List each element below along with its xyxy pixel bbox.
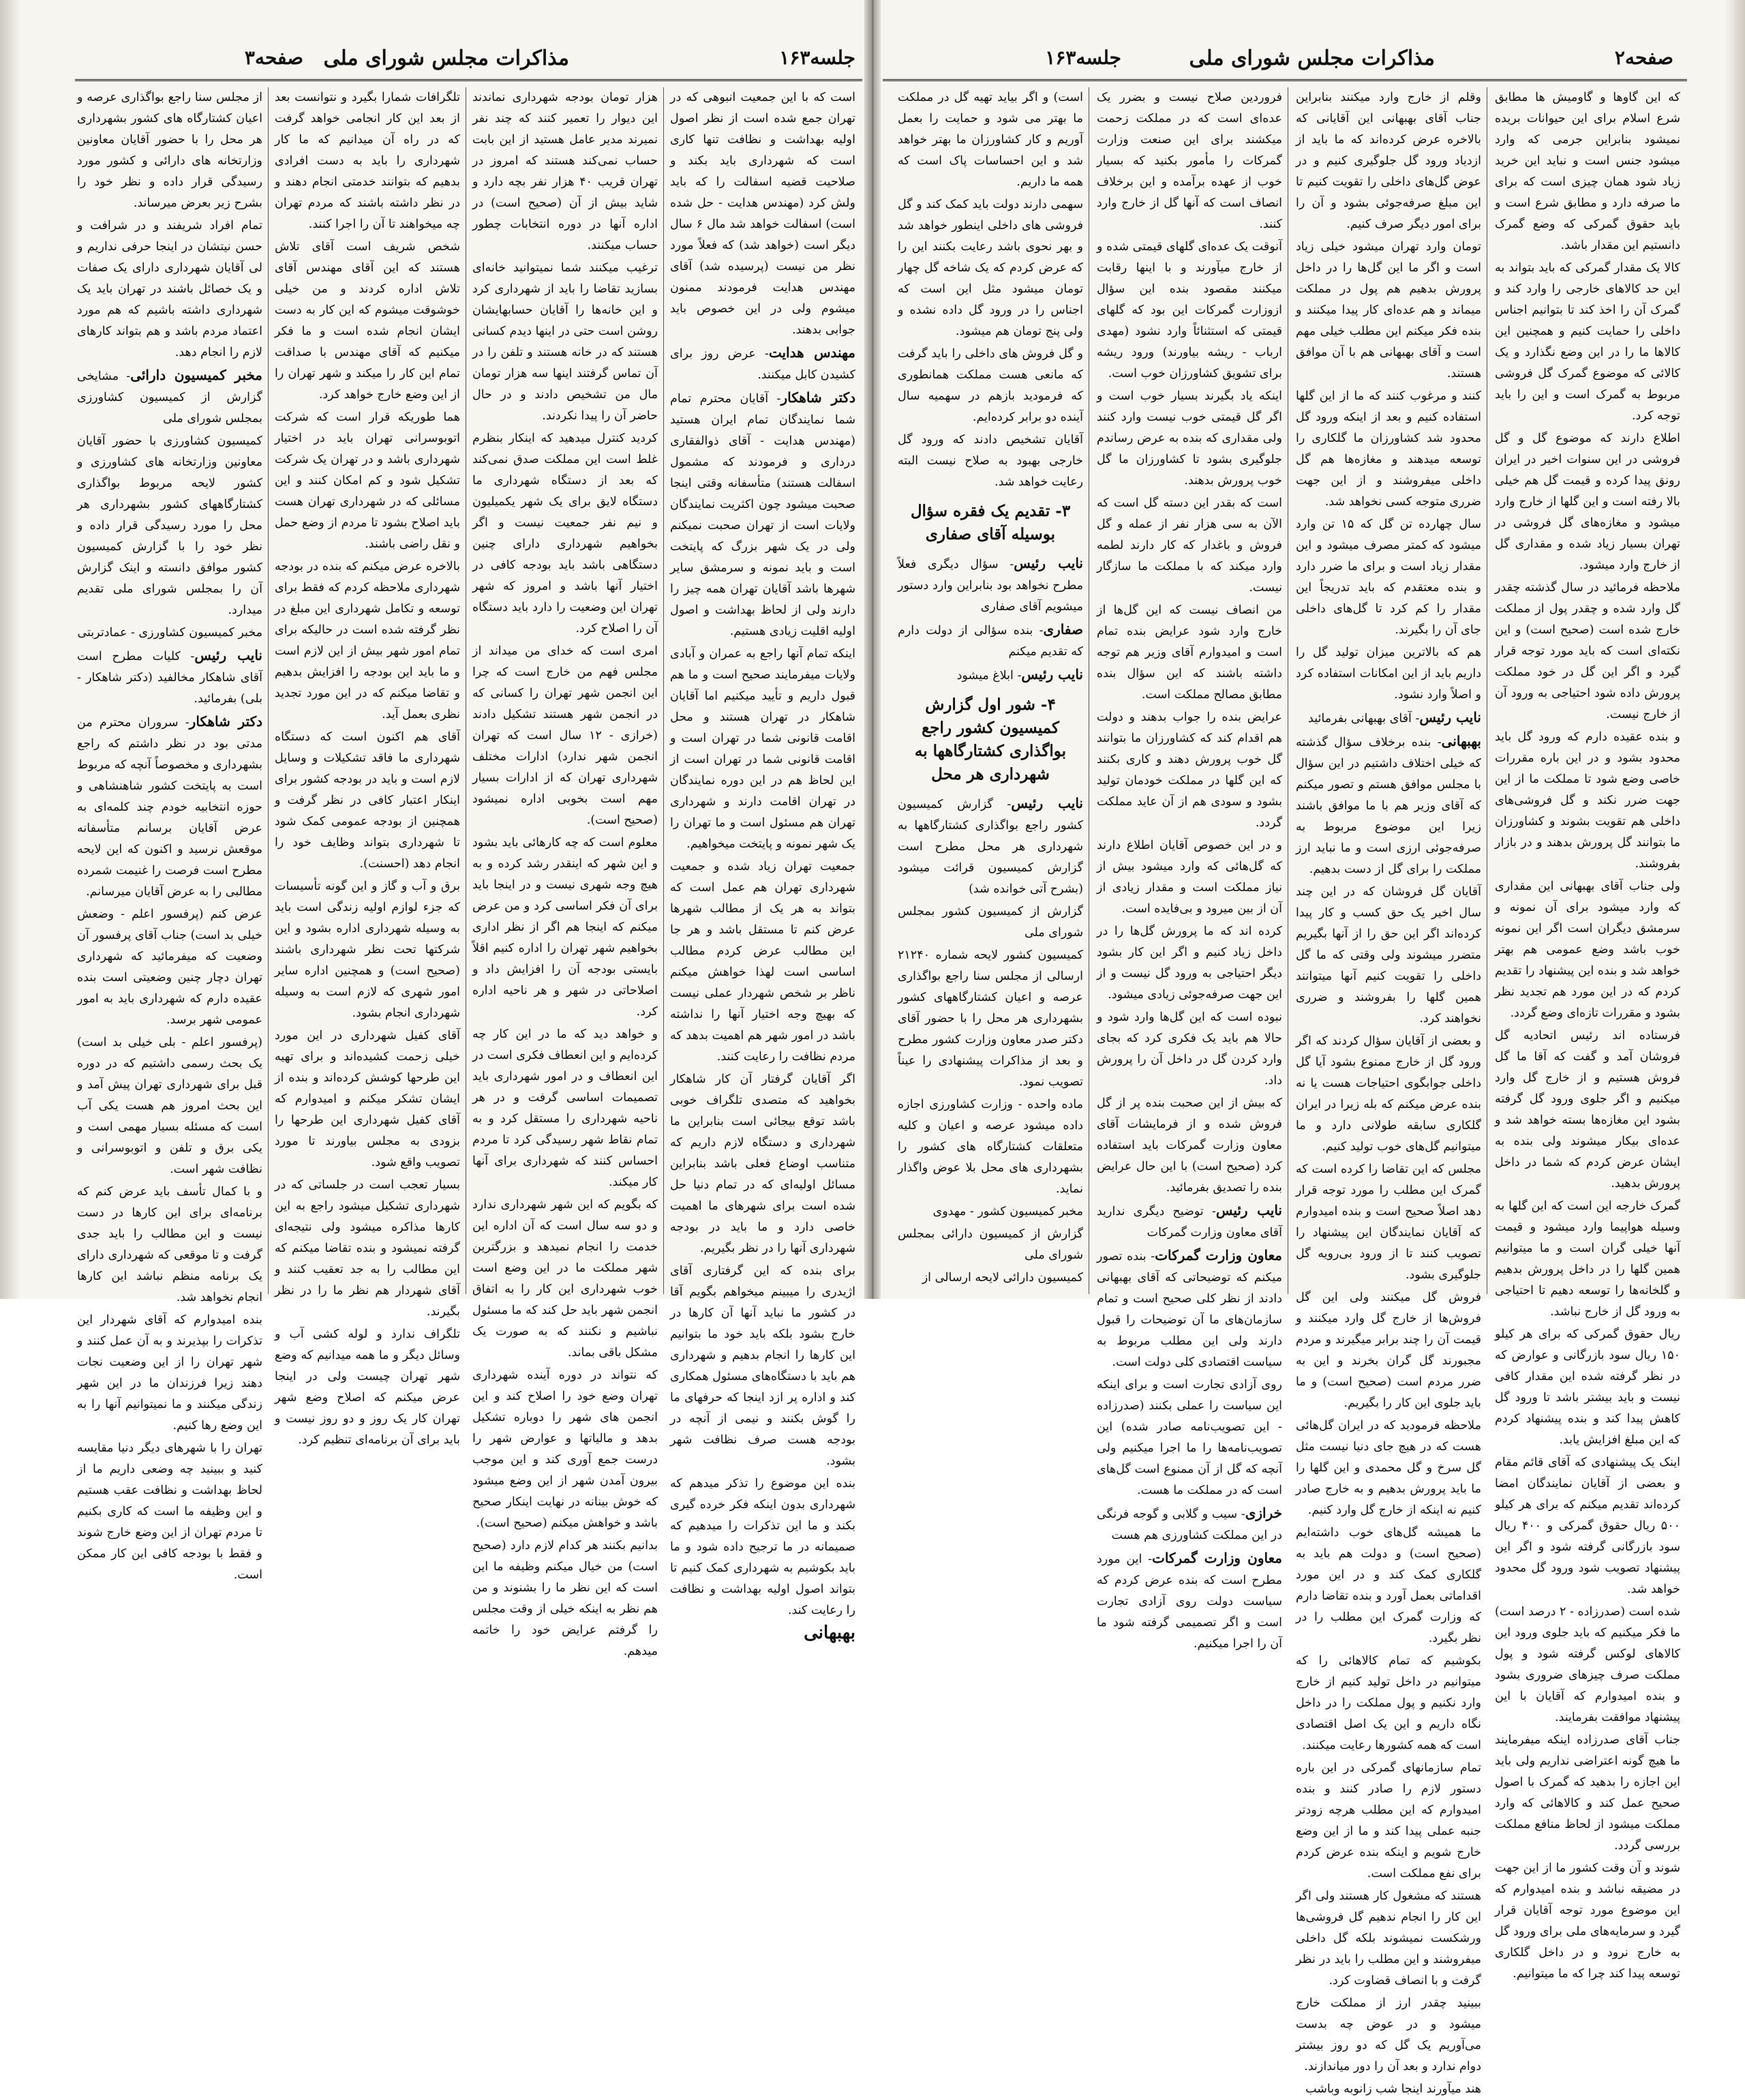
paragraph-text: اطلاع دارند که موضوع گل و گل فروشی در این سنوات اخیر در ایران رونق پیدا کرده و قیمت گل هم خیلی بالا رفته است و این گلها از خارج وارد میشود و مغازه‌های گل فروشی در تهران بسیار زیاد شده و مقداری گل از خارج وارد میشود. xyxy=(1495,432,1680,572)
paragraph-text: - عرض روز برای کشیدن کابل میکنند. xyxy=(670,347,855,382)
section-heading: ۳- تقدیم یک فقره سؤال بوسیله آقای صفاری xyxy=(910,502,1071,543)
paragraph xyxy=(1296,1651,1481,1756)
paragraph-text: کرده اند که ما پرورش گل‌ها را در داخل زیاد کنیم و اگر این کار بشود دیگر احتیاجی به ورود گل نیست و از این جهت صرفه‌جوئی زیادی میشود. xyxy=(1097,925,1282,1002)
paragraph-text: ریال حقوق گمرکی که برای هر کیلو ۱۵۰ ریال سود بازرگانی و عوارض که در نظر گرفته شده این مقدار کافی نیست و باید بیشتر باشد تا ورود گل کاهش پیدا کند و بنده پیشنهاد کردم که این مبلغ افزایش یابد. xyxy=(1495,1328,1680,1447)
paragraph xyxy=(898,901,1083,944)
left-page xyxy=(75,12,862,1658)
speaker-name: مخبر کمیسیون دارائی xyxy=(130,367,262,383)
right-edge-shadow xyxy=(1725,0,1745,1299)
text-column xyxy=(1495,87,1680,1981)
paragraph-text: - سروران محترم من مدتی بود در نظر داشتم که راجع بشهرداری و مخصوصاً آنچه که مربوط است به پایتخت کشور شاهنشاهی و حوزه انتخابیه خودم چند کلمه‌ای به عرض آقایان برسانم متأسفانه موقعش نرسید و اکنون که این لایحه مطرح است فرصت را غنیمت شمرده مطالبی را به عرض آقایان میرسانم. xyxy=(77,716,262,899)
paragraph xyxy=(472,1195,658,1364)
paragraph xyxy=(1097,921,1282,1006)
paragraph-text: و بعضی از آقایان سؤال کردند که اگر ورود گل از خارج ممنوع بشود آیا گل داخلی جوابگوی احتیاجات هست یا نه بنده عرض میکنم که بله زیرا در ایران گلکاری سابقه طولانی دارد و ما میتوانیم گل‌های خوب تولید کنیم. xyxy=(1296,1034,1481,1154)
paragraph xyxy=(1296,731,1481,880)
paragraph-text: هما طوریکه قرار است که شرکت اتوبوسرانی تهران باید در اختیار شهرداری باشد و در تهران یک شرکت تشکیل شود و کم امکان کنند و این مسائلی که در شهرداری تهران هست باید اصلاح بشود تا مردم از وضع حمل و نقل راضی باشند. xyxy=(275,410,460,551)
paragraph xyxy=(1296,642,1481,706)
paragraph xyxy=(898,1201,1083,1222)
paragraph xyxy=(670,1261,855,1472)
paragraph xyxy=(1495,1602,1680,1728)
paragraph xyxy=(670,87,855,341)
paragraph-text: گزارش از کمیسیون دارائی بمجلس شورای ملی xyxy=(898,1227,1083,1262)
paragraph-text: شخص شریف است آقای تلاش هستند که این آقای مهندس آقای تلاش اداره کردند و من خیلی خوشوقت میشوم که این کار به دست ایشان انجام شده است و ما فکر میکنیم که آقای مهندس با صداقت تمام این کار را میکند و شهر تهران را از این وضع خارج خواهد کرد. xyxy=(275,240,460,402)
left-edge-shadow xyxy=(0,0,20,1299)
speaker-name: دکتر شاهکار xyxy=(780,389,856,406)
paragraph xyxy=(77,1310,262,1437)
paragraph-text: شوند و آن وقت کشور ما از این جهت در مضیقه نباشد و بنده امیدوارم که این موضوع مورد توجه آقایان قرار گیرد و سرمایه‌های ملی برای ورود گل به خارج نرود و در داخل گلکاری توسعه پیدا کند چرا که ما میتوانیم. xyxy=(1495,1861,1680,1981)
paragraph xyxy=(1296,1159,1481,1286)
paragraph xyxy=(1495,1196,1680,1323)
paragraph-text: (پرفسور اعلم - بلی خیلی بد است) یک بحث رسمی داشتیم که در دوره قبل برای شهرداری تهران پیش آمد و این بحث امروز هم هست یکی آب است که مسئله بسیار مهمی است و یکی برق و تلفن و اتوبوسرانی و نظافت شهر است. xyxy=(77,1036,262,1176)
paragraph xyxy=(472,1365,658,1534)
paragraph-text: هم که بالاترین میزان تولید گل را داریم باید از این امکانات استفاده کرد و اصلاً وارد نشود. xyxy=(1296,646,1481,702)
paragraph xyxy=(670,387,855,642)
paragraph xyxy=(670,856,855,1068)
speaker-name: صفاری xyxy=(1043,621,1083,638)
paragraph xyxy=(1097,835,1282,920)
paragraph-text: عرایض بنده را جواب بدهند و دولت هم اقدام کند که کشاورزان ما بتوانند گل خوب پرورش دهند و کاری بکنند که این گلها در مملکت خودمان تولید بشود و سودی هم از آن عاید مملکت گردد. xyxy=(1097,710,1282,830)
paragraph xyxy=(1097,1375,1282,1501)
paragraph-text: تهران را با شهرهای دیگر دنیا مقایسه کنید و ببینید چه وضعی داریم ما از لحاظ بهداشت و نظافت عقب هستیم و این وظیفه ما است که کاری بکنیم تا مردم تهران از این وضع خارج شوند و فقط با بودجه کافی این کار ممکن است. xyxy=(77,1441,262,1582)
paragraph xyxy=(77,904,262,1031)
paragraph xyxy=(1495,258,1680,427)
paragraph xyxy=(275,556,460,725)
paragraph-text: کالا یک مقدار گمرکی که باید بتواند به این حد کالاهای خارجی را وارد کند و گمرک آن را اخذ کند تا بتوانیم اجناس داخلی را حمایت کنیم و همچنین این کالاها ما را در این وضع نگذارد و یک کالائی که موضوع گمرک گل فروشی مربوط به گمرک است و این را باید توجه کرد. xyxy=(1495,261,1680,423)
speaker-name: نایب رئیس xyxy=(1011,795,1083,811)
paragraph-text: نبوده است که این گل‌ها وارد شود و حالا هم باید یک فکری کرد که بجای وارد کردن گل در داخل آن را پرورش داد. xyxy=(1097,1010,1282,1088)
paragraph xyxy=(77,1182,262,1308)
paragraph-text: برق و آب و گاز و این گونه تأسیسات که جزء لوازم اولیه زندگی است باید به وسیله شهرداری اداره بشود و این شرکتها تحت نظر شهرداری باشند (صحیح است) و همچنین اداره سایر امور شهری که لازم است به وسیله شهرداری انجام بشود. xyxy=(275,880,460,1020)
paragraph-text: و بنده عقیده دارم که ورود گل باید محدود بشود و در این باره مقررات خاصی وضع شود تا مملکت ما از این جهت ضرر نکند و گل فروشی‌های داخلی هم تقویت بشوند و کشاورزان ما بتوانند گل پرورش بدهند و در بازار بفروشند. xyxy=(1495,730,1680,871)
paragraph-text: که نتواند در دوره آینده شهرداری تهران وضع خود را اصلاح کند و این انجمن های شهر را دوباره تشکیل بدهد و مالیاتها و عوارض شهر را درست جمع آوری کند و این موجب بیرون آمدن شهر از این وضع میشود که خوش بینانه در نهایت اینکار صحیح باشد و خواهش میکنم (صحیح است). xyxy=(472,1368,658,1530)
paragraph-text: ولی جناب آقای بهبهانی این مقداری که وارد میشود برای آن نمونه و سرمشق دیگران است اگر این نمونه خوب باشد وضع عمومی هم بهتر خواهد شد و بنده این پیشنهاد را تقدیم کردم که در این مورد هم تجدید نظر بشود و مقررات تازه‌ای وضع گردد. xyxy=(1495,880,1680,1020)
paragraph xyxy=(472,832,658,1023)
paragraph xyxy=(472,1024,658,1193)
paragraph xyxy=(1495,1025,1680,1195)
paragraph-text: است) و اگر بیاید تهیه گل در مملکت ما بهتر می شود و حمایت را بعمل آوریم و کار کشاورزان ما بهتر خواهد شد و این احساسات پاک است که همه ما داریم. xyxy=(898,91,1083,189)
paragraph xyxy=(275,876,460,1024)
session-number: جلسه۱۶۳ xyxy=(1045,46,1121,69)
paragraph xyxy=(77,645,262,710)
paragraph-text: بنده این موضوع را تذکر میدهم که شهرداری بدون اینکه فکر خرده گیری بکند و ما این تذکرات را میدهیم که صمیمانه در ما ترجیح داده شود و ما باید بکوشیم به شهرداری کمک کنیم تا بتواند اصول اولیه بهداشت و نظافت را رعایت کند. xyxy=(670,1477,855,1617)
text-column xyxy=(1097,87,1282,1651)
paragraph xyxy=(1495,578,1680,725)
paragraph xyxy=(898,664,1083,687)
paragraph xyxy=(1296,1993,1481,2078)
paragraph-text: ما همیشه گل‌های خوب داشته‌ایم (صحیح است) و دولت هم باید به گلکاری کمک کند و در این مورد اقداماتی بعمل آورد و بنده تقاضا دارم که وزارت گمرک این مطلب را در نظر بگیرد. xyxy=(1296,1526,1481,1645)
paragraph-text: - این مورد مطرح است که بنده عرض کردم که سیاست دولت روی آزادی تجارت است و اگر تصمیمی گرفته شود ما آن را اجرا میکنیم. xyxy=(1097,1552,1282,1651)
speaker-name: نایب رئیس xyxy=(194,647,262,663)
paragraph xyxy=(1097,1200,1282,1244)
paragraph-text: و با کمال تأسف باید عرض کنم که برنامه‌ای برای این کارها در دست نیست و این مطالب را باید جدی گرفت و تا موقعی که شهرداری دارای یک برنامه منظم نباشد این کارها انجام نخواهد شد. xyxy=(77,1185,262,1304)
paragraph xyxy=(898,344,1083,428)
right-page-columns xyxy=(883,87,1687,2096)
paragraph xyxy=(898,430,1083,493)
paragraph xyxy=(1296,237,1481,385)
paragraph-text: تلگرافات شمارا بگیرد و نتوانست بعد از بعد این کار انجامی خواهد گرفت که در راه آن میدانیم که ما کار شهرداری را باید به دست افرادی بدهیم که بتوانند خدمتی انجام دهند و در نظر داشته باشند که مردم تهران چه میخواهند تا آن را اجرا کنند. xyxy=(275,91,460,231)
paragraph-text: که بیش از این صحبت بنده پر از گل فروش شده و از فرمایشات آقای معاون وزارت گمرکات باید استفاده کرد (صحیح است) با این حال عرایض بنده را تصدیق بفرمائید. xyxy=(1097,1096,1282,1195)
paragraph-text: فروردین صلاح نیست و بضرر یک عده‌ای است که در مملکت زحمت میکشند برای این صنعت وزارت گمرکات را مأمور بکنید که بسیار خوب از عهده برآمده و این برخلاف انصاف است که آنها گل از خارج وارد کنند. xyxy=(1097,91,1282,231)
paragraph-text: ملاحظه فرمائید در سال گذشته چقدر گل وارد شده و چقدر پول از مملکت خارج شده است (صحیح است) و این نکته‌ای است که باید مورد توجه قرار گیرد و اگر این گل در خود مملکت پرورش داده شود احتیاجی به ورود آن از خارج نیست. xyxy=(1495,581,1680,721)
session-number: جلسه۱۶۳ xyxy=(779,46,855,69)
paragraph-text: روی آزادی تجارت است و برای اینکه این سیاست را عملی بکنند (صدرزاده - این تصویب‌نامه صادر شده) این تصویب‌نامه‌ها را ما اجرا میکنیم ولی آنچه که گل از آن ممنوع است گل‌های است که در مملکت ما هست. xyxy=(1097,1378,1282,1497)
paragraph xyxy=(1495,1730,1680,1857)
paragraph-text: - سیب و گلابی و گوجه فرنگی در این مملکت کشاورزی هم هست xyxy=(1097,1508,1282,1542)
paragraph-text: آنوقت یک عده‌ای گلهای قیمتی شده و از خارج میآورند و با اینها رقابت میکنند مقصود بنده این سؤال ازوزارت گمرکات این بود که گلهای قیمتی که استثنائاً وارد نشود (مهدی ارباب - ریشه بیاورند) ورود ریشه برای تشویق کشاورزان خوب است. xyxy=(1097,240,1282,380)
paragraph xyxy=(1097,386,1282,492)
text-column xyxy=(898,87,1083,1294)
paragraph xyxy=(898,553,1083,618)
paragraph-text: فرستاده اند رئیس اتحادیه گل فروشان آمد و گفت که آقا ما گل فروش هستیم و از خارج گل وارد میکنیم و اگر جلوی ورود گل گرفته بشود این مغازه‌ها بسته خواهد شد و عده‌ای بیکار میشوند ولی بنده به ایشان عرض کردم که شما در داخل پرورش بدهید. xyxy=(1495,1029,1680,1190)
paragraph xyxy=(77,365,262,430)
paragraph-text: - بنده سؤالی از دولت دارم که تقدیم میکنم xyxy=(898,624,1083,659)
paragraph xyxy=(275,1324,460,1451)
paragraph-text: بالاخره عرض میکنم که بنده در بودجه شهرداری ملاحظه کردم که فقط برای توسعه و تکامل شهرداری این مبلغ در نظر گرفته شده است در حالیکه برای تمام امور شهر بیش از این لازم است و ما باید این بودجه را افزایش بدهیم و تقاضا میکنم که در این مورد تجدید نظری بعمل آید. xyxy=(275,560,460,721)
paragraph xyxy=(77,431,262,621)
paragraph-text: اگر آقایان گرفتار آن کار شاهکار بخواهید که متصدی تلگراف خوبی باشد توقع بیجائی است بنابراین ما شهرداری و دستگاه لازم داریم که متناسب اوضاع فعلی باشد بنابراین مسائل اولیه‌ای که در تمام دنیا حل شده است برای شهرهای ما اهمیت خاصی دارد و ما باید در بودجه شهرداری آنها را در نظر بگیریم. xyxy=(670,1072,855,1255)
paragraph xyxy=(1296,1415,1481,1521)
speaker-name: معاون وزارت گمرکات xyxy=(1152,1550,1282,1566)
paragraph-text: عرض کنم (پرفسور اعلم - وضعش خیلی بد است) جناب آقای پرفسور آن وضعیت که میفرمائید که شهرداری تهران دچار چنین وضعیتی است بنده عقیده دارم که شهرداری باید به امور عمومی شهر برسد. xyxy=(77,907,262,1027)
paragraph-text: - بنده تصور میکنم که توضیحاتی که آقای بهبهانی دادند از نظر کلی صحیح است و تمام سازمان‌های ما آن توضیحات را قبول دارند ولی این مطلب مربوط به سیاست اقتصادی کلی دولت است. xyxy=(1097,1250,1282,1369)
paragraph xyxy=(1495,876,1680,1024)
paragraph xyxy=(1097,707,1282,834)
paragraph-text: جمعیت تهران زیاد شده و جمعیت شهرداری تهران هم عمل است که بتواند به هر یک از مطالب شهرها عرض کنم تا مستقل باشد و هر جا این مطالب عرض کردم مطالب اساسی است لهذا خواهش میکنم ناظر بر شخص شهردار عملی نیست که بهیچ وجه اختیار آنها را نداشته باشد در امور شهر هم اهمیت بدهد که مردم نظافت را رعایت کنند. xyxy=(670,860,855,1064)
paragraph-text: کمیسیون کشاورزی با حضور آقایان معاونین وزارتخانه های کشاورزی و کشور لایحه مربوط بواگذاری کشتارگاههای کشور بشهرداری هر محل را مورد رسیدگی قرار داده و نظر خود را با گزارش کمیسیون کشور موافق دانسته و اینک گزارش آن را بمجلس شورای ملی تقدیم میدارد. xyxy=(77,434,262,617)
paragraph xyxy=(1097,493,1282,599)
paragraph-text: است که بقدر این دسته گل است که الآن به سی هزار نفر از عمله و گل فروش و باغدار که کار دارند لطمه وارد میکند که با مملکت ما سازگار نیست. xyxy=(1097,496,1282,595)
right-page-header xyxy=(883,40,1687,80)
paragraph-text: بکوشیم که تمام کالاهائی را که میتوانیم در داخل تولید کنیم از خارج وارد نکنیم و پول مملکت را در داخل نگاه داریم و این یک اصل اقتصادی است که همه کشورها رعایت میکنند. xyxy=(1296,1654,1481,1752)
speaker-name: نایب رئیس xyxy=(1419,709,1481,725)
paragraph-text: و در این خصوص آقایان اطلاع دارند که گل‌هائی که وارد میشود بیش از نیاز مملکت است و مقدار زیادی از آن از بین میرود و بی‌فایده است. xyxy=(1097,839,1282,916)
paragraph-text: اینک یک پیشنهادی که آقای قائم مقام و بعضی از آقایان نمایندگان امضا کرده‌اند تقدیم میکنم که برای هر کیلو ۵۰۰ ریال حقوق گمرکی و ۴۰۰ ریال سود بازرگانی گرفته شود و اگر این پیشنهاد تصویب شود ورود گل محدود خواهد شد. xyxy=(1495,1456,1680,1596)
paragraph-text: هزار تومان بودجه شهرداری نماندند این دیوار را تعمیر کنند که چند نفر نمیرند مدیر عامل هستید از این بابت حساب نمی‌کند هستند که امروز در تهران قریب ۴۰ هزار نفر بچه دارد و شاید بیش از آن (صحیح است) در اداره آنها در دوره انتخابات چطور حساب میکنند. xyxy=(472,91,658,252)
left-page-columns xyxy=(75,87,862,1658)
speaker-name: نایب رئیس xyxy=(1021,666,1083,682)
paragraph-text: بنده امیدوارم که آقای شهردار این تذکرات را بپذیرند و به آن عمل کنند و شهر تهران را از این وضعیت نجات دهند زیرا فرزندان ما در این شهر زندگی میکنند و ما نمیتوانیم آنها را به این وضع رها کنیم. xyxy=(77,1313,262,1432)
paragraph xyxy=(1097,1093,1282,1199)
paragraph xyxy=(1097,237,1282,385)
paragraph xyxy=(1296,386,1481,513)
paragraph xyxy=(1296,1031,1481,1158)
paragraph xyxy=(1296,1522,1481,1649)
paragraph xyxy=(898,1268,1083,1289)
paragraph-text: تومان وارد تهران میشود خیلی زیاد است و اگر ما این گل‌ها را در داخل پرورش بدهیم هم پول در مملکت میماند و هم عده‌ای کار پیدا میکنند و بنده فکر میکنم این مطلب خیلی مهم است و آقای بهبهانی هم با آن موافق هستند. xyxy=(1296,240,1481,380)
paragraph xyxy=(898,87,1083,193)
section-heading: ۴- شور اول گزارش کمیسیون کشور راجع بواگذاری کشتارگاهها به شهرداری هر محل xyxy=(914,695,1067,783)
paragraph-text: سهمی دارند دولت باید کمک کند و گل فروشی های داخلی اینطور خواهد شد و بهر نحوی باشد رعایت بکنند این را که عرض کردم که یک شاخه گل چهار تومان میشود مثل این است که اجناس را در ورود گل داده نشده و ولی پنج تومان هم میشود. xyxy=(898,198,1083,338)
paragraph-text: معلوم است که چه کارهائی باید بشود و این شهر که اینقدر رشد کرده و به هیچ وجه شهری نیست و در اینجا باید برای آن فکر اساسی کرد و من عرض میکنم که اینجا هم اگر از نظر اداری بخواهیم شهر تهران را اداره کنیم اقلاً بایستی بودجه آن را افزایش داد و اصلاحاتی در شهر و هر ناحیه اداره کرد. xyxy=(472,836,658,1019)
speaker-name: نایب رئیس xyxy=(1014,555,1083,571)
paragraph xyxy=(670,644,855,855)
paragraph-text: و گل فروش های داخلی را باید گرفت که مانعی هست مملکت همانطوری که فرمودید بازهم در سهمیه سال آینده دو برابر کرده‌ایم. xyxy=(898,347,1083,424)
text-column xyxy=(472,87,658,1658)
paragraph xyxy=(1296,87,1481,235)
paragraph xyxy=(1296,707,1481,730)
paragraph xyxy=(472,258,658,427)
paragraph-text: آقای هم اکنون است که دستگاه شهرداری ما فاقد تشکیلات و وسایل لازم است و باید در بودجه کشور برای اینکار اعتبار کافی در نظر گرفت و همچنین از بودجه عمومی کمک شود تا شهرداری بتواند وظایف خود را انجام دهد (احسنت). xyxy=(275,730,460,871)
page-gutter xyxy=(864,0,881,1299)
paragraph xyxy=(1296,2079,1481,2100)
paragraph-text: آقای کفیل شهرداری در این مورد خیلی زحمت کشیده‌اند و برای تهیه این طرحها کوشش کرده‌اند و بنده از ایشان تشکر میکنم و امیدوارم که آقای کفیل شهرداری این طرحها را بزودی به مجلس بیاورند تا مورد تصویب واقع شود. xyxy=(275,1029,460,1169)
paragraph-text: وقلم از خارج وارد میکنند بنابراین جناب آقای بهبهانی این آقایانی که بالاخره عرض کرده‌اند که ما باید از ازدیاد ورود گل جلوگیری کنیم و در عوض گل‌های داخلی را تقویت کنیم تا این مبلغ صرفه‌جوئی بشود و آن را برای امور دیگر صرف کنیم. xyxy=(1296,91,1481,231)
paragraph xyxy=(1097,1548,1282,1655)
paragraph-text: فروش گل میکنند ولی این گل فروش‌ها از خارج گل وارد میکنند و قیمت آن را چند برابر میگیرند و مردم مجبورند گل گران بخرند و این به ضرر مردم است (صحیح است) و ما باید جلوی این کار را بگیریم. xyxy=(1296,1291,1481,1410)
paragraph xyxy=(275,1175,460,1323)
paragraph-text: - آقای بهبهانی بفرمائید xyxy=(1308,712,1420,725)
paragraph-text: کمیسیون کشور لایحه شماره ۲۱۲۴۰ ارسالی از مجلس سنا راجع بواگذاری عرصه و اعیان کشتارگاههای کشور بشهرداری هر محل را با حضور آقای دکتر صدر معاون وزارت کشور مطرح و بعد از مذاکرات پیشنهادی را عیناً تصویب نمود. xyxy=(898,948,1083,1089)
paragraph-text: بدانیم بکنند هر کدام لازم دارد (صحیح است) من خیال میکنم وظیفه ما این است که این نظر ما را بشنوند و من هم نظر به اینکه خیلی از وقت مجلس را گرفتم عرایض خود را خاتمه میدهم. xyxy=(472,1539,658,1658)
paragraph-text: و خواهد دید که ما در این کار چه کرده‌ایم و این انعطاف فکری است در این انعطاف و در امور شهرداری باید تصمیمات اساسی گرفت و در هر ناحیه شهرداری را مستقل کرد و به تمام نقاط شهر رسیدگی کرد تا مردم احساس کنند که شهرداری برای آنها کار میکند. xyxy=(472,1028,658,1189)
paragraph-text: مجلس که این تقاضا را کرده است که گمرک این مطلب را مورد توجه قرار دهد اصلاً صحیح است و بنده امیدوارم که آقایان نمایندگان این پیشنهاد را تصویب کنند تا از ورود بی‌رویه گل جلوگیری بشود. xyxy=(1296,1162,1481,1282)
paragraph-text: که این گاوها و گاومیش ها مطابق شرع اسلام برای این حیوانات بریده نمیشود بنابراین جرمی که وارد میشود جنس است و نباید این خرید زیاد شود همان چیزی است که برای ما صرفه دارد و مطابق شرع است و باید حقوق گمرکی که وضع گمرک دانستیم این مقدار باشد. xyxy=(1495,91,1680,252)
paragraph xyxy=(1097,1007,1282,1092)
paragraph-text: - توضیح دیگری ندارید آقای معاون وزارت گمرکات xyxy=(1097,1205,1282,1240)
page-title: مذاکرات مجلس شورای ملی xyxy=(1189,46,1435,70)
paragraph-text: - سؤال دیگری فعلاً مطرح نخواهد بود بنابراین وارد دستور میشویم آقای صفاری xyxy=(898,558,1083,614)
column-divider xyxy=(663,87,664,1294)
paragraph xyxy=(670,1069,855,1259)
text-column xyxy=(275,87,460,1447)
paragraph-text: اینکه تمام آنها راجع به عمران و آبادی ولایات میفرمایند صحیح است و ما هم قبول داریم و تأیید میکنیم اما آقایان شاهکار در تهران هستند و محل اقامت قانونی شما در تهران است و اقامت قانونی شما در تهران است از این لحاظ هم در این دوره نمایندگان در تهران اقامت دارند و شهرداری تهران هم مسئول است و ما تهران را یک شهر نمونه و پایتخت میخواهیم. xyxy=(670,647,855,851)
right-page xyxy=(883,12,1687,2096)
paragraph-text: آقایان تشخیص دادند که ورود گل خارجی بهبود به صلاح نیست البته رعایت خواهد شد. xyxy=(898,433,1083,489)
speaker-name: بهبهانی xyxy=(1441,733,1481,749)
paragraph xyxy=(898,1224,1083,1266)
paragraph xyxy=(1097,87,1282,235)
paragraph-text: - گزارش کمیسیون کشور راجع بواگذاری کشتارگاهها به شهرداری هر محل مطرح است گزارش کمیسیون قرائت میشود (بشرح آتی خوانده شد) xyxy=(898,798,1083,896)
paragraph-text: تمام سازمانهای گمرکی در این باره دستور لازم را صادر کنند و بنده امیدوارم که این مطلب هرچه زودتر جنبه عملی پیدا کند و ما از این وضع خارج شویم و اینکه بنده عرض کردم برای نفع مملکت است. xyxy=(1296,1761,1481,1880)
paragraph xyxy=(1097,600,1282,706)
paragraph xyxy=(1296,514,1481,641)
paragraph xyxy=(472,1535,658,1662)
paragraph-text: شده است (صدرزاده - ۲ درصد است) ما فکر میکنیم که باید جلوی ورود این کالاهای لوکس گرفته شود و پول مملکت صرف چیزهای ضروری بشود و بنده امیدوارم که آقایان با این پیشنهاد موافقت بفرمایند. xyxy=(1495,1605,1680,1724)
paragraph xyxy=(1097,1503,1282,1546)
paragraph-text: تلگراف ندارد و لوله کشی آب و وسائل دیگر و ما همه میدانیم که وضع شهر تهران چیست ولی در اینجا عرض میکنم که اصلاح وضع شهر تهران کار یک روز و دو روز نیست و باید برای آن برنامه‌ای تنظیم کرد. xyxy=(275,1328,460,1447)
left-page-header xyxy=(75,40,862,80)
speaker-name: مهندس هدایت xyxy=(768,344,856,361)
paragraph xyxy=(1495,1858,1680,1985)
paragraph-text: گزارش از کمیسیون کشور بمجلس شورای ملی xyxy=(898,905,1083,940)
paragraph xyxy=(1495,1452,1680,1600)
text-column xyxy=(77,87,262,1582)
page-number: صفحه۳ xyxy=(244,46,303,69)
paragraph-text: از مجلس سنا راجع بواگذاری عرصه و اعیان کشتارگاه های کشور بشهرداری هر محل را با حضور آقایان معاونین وزارتخانه های دارائی و کشور مورد رسیدگی قرار داده و نظر خود را بشرح زیر بعرض میرساند. xyxy=(77,91,262,210)
paragraph xyxy=(77,1438,262,1586)
paragraph xyxy=(472,428,658,640)
paragraph-text: کردید کنترل میدهید که اینکار بنظرم غلط است این مملکت صدق نمی‌کند که بعد از دستگاه شهرداری ما دستگاه لایق برای یک شهر یکمیلیون و نیم نفر جمعیت نیست و اگر بخواهیم شهرداری دارای چنین دستگاهی باشد باید بودجه کافی در اختیار آنها باشد و امروز که شهر تهران این وضعیت را دارد باید دستگاه آن را اصلاح کرد. xyxy=(472,432,658,635)
paragraph xyxy=(77,87,262,214)
paragraph-text: کنند و مرغوب کنند که ما از این گلها استفاده کنیم و بعد از اینکه ورود گل محدود شد کشاورزان ما گلکاری را توسعه میدهند و مغازه‌ها هم گل داخلی میفروشند و از این جهت ضرری متوجه کسی نخواهد شد. xyxy=(1296,389,1481,509)
paragraph xyxy=(77,1032,262,1180)
paragraph-text: من انصاف نیست که این گل‌ها از خارج وارد شود عرایض بنده تمام است و امیدوارم آقای وزیر هم توجه داشته باشند که این سؤال بنده مطابق مصالح مملکت است. xyxy=(1097,603,1282,702)
paragraph-text: ماده واحده - وزارت کشاورزی اجازه داده میشود عرصه و اعیان و کلیه متعلقات کشتارگاه های کشور را بشهرداری های محل بلا عوض واگذار نماید. xyxy=(898,1098,1083,1196)
page-number: صفحه۲ xyxy=(1614,46,1673,69)
paragraph-text: سال چهارده تن گل که ۱۵ تن وارد میشود که کمتر مصرف میشود و این مقدار زیاد است و برای ما ضرر دارد و بنده معتقدم که باید تدریجاً این مقدار را کم کرد تا گل‌های داخلی جای آن را بگیرند. xyxy=(1296,518,1481,637)
text-column xyxy=(670,87,856,1643)
column-divider xyxy=(268,87,269,1294)
paragraph-text: مخبر کمیسیون کشور - مهدوی xyxy=(932,1205,1083,1218)
paragraph-text: - مشایخی گزارش از کمیسیون کشاورزی بمجلس شورای ملی xyxy=(77,370,262,425)
paragraph xyxy=(275,727,460,875)
paragraph xyxy=(670,342,855,386)
speaker-name: دکتر شاهکار xyxy=(189,713,262,730)
paragraph xyxy=(275,407,460,555)
paragraph xyxy=(275,237,460,406)
paragraph-text: مخبر کمیسیون کشاورزی - عمادتربتی xyxy=(77,626,262,640)
paragraph-text: گمرک خارجه این است که این گلها به وسیله هواپیما وارد میشود و قیمت آنها خیلی گران است و ما میتوانیم همین گلها را در داخل پرورش بدهیم و گلخانه‌ها را توسعه دهیم تا احتیاجی به ورود گل از خارج نباشد. xyxy=(1495,1199,1680,1319)
speaker-name: خرازی xyxy=(1245,1505,1282,1521)
paragraph xyxy=(898,793,1083,900)
paragraph xyxy=(472,87,658,256)
paragraph-text: ببینید چقدر ارز از مملکت خارج میشود و در عوض چه بدست می‌آوریم یک گل که دو روز بیشتر دوام ندارد و بعد آن را دور میاندازند. xyxy=(1296,1996,1481,2073)
header-rule xyxy=(883,79,1687,81)
paragraph xyxy=(1495,727,1680,875)
paragraph-text: که بگویم که این شهر شهرداری ندارد و دو سه سال است که آن اداره این خدمت را انجام نمیدهد و بزرگترین شهر مملکت ما در این وضع است خوب شهرداری این کار را به اتفاق انجمن شهر باید حل کند که ما مسئول نباشیم و نکنند که به صورت یک مشکل باقی بماند. xyxy=(472,1198,658,1360)
paragraph-text: - کلیات مطرح است آقای شاهکار مخالفید (دکتر شاهکار - بلی) بفرمائید. xyxy=(77,650,262,706)
paragraph-text: امری است که خدای من میداند از مجلس فهم من خارج است که چرا این انجمن شهر تهران را کسانی که در انجمن شهر هستند تشکیل دادند (خرازی - ۱۲ سال است که تهران انجمن شهر ندارد) ادارات مختلف شهرداری تهران که از ادارات بسیار مهم است بخوبی اداره نمیشود (صحیح است). xyxy=(472,644,658,827)
header-rule xyxy=(75,79,862,81)
paragraph xyxy=(77,215,262,363)
paragraph xyxy=(1296,1886,1481,1992)
paragraph xyxy=(1296,1758,1481,1885)
paragraph xyxy=(670,1473,855,1621)
paragraph-text: - بنده برخلاف سؤال گذشته که خیلی اختلاف داشتیم در این سؤال با مجلس موافق هستم و تصور میکنم که آقای وزیر هم با ما موافق باشند زیرا این موضوع مربوط به صرفه‌جوئی ارزی است و ما نباید ارز مملکت را برای گل از دست بدهیم. xyxy=(1296,736,1481,876)
paragraph xyxy=(1495,428,1680,576)
paragraph xyxy=(1495,1324,1680,1451)
paragraph xyxy=(77,711,262,903)
paragraph-text: - ابلاغ میشود xyxy=(956,669,1022,682)
paragraph-text: برای بنده که این گرفتاری آقای اژیدری را میبینم میخواهم بگویم آقا در کشور ما نباید آنها آن کارها در خارج بشود بلکه باید خود ما بتوانیم این کارها را انجام بدهیم و شهرداری هم باید با دستگاه‌های مسئول همکاری کند و اداره پر ازد اینجا که حرفهای ما را گوش بکنند و نیمی از آنچه در بودجه هست صرف نظافت شهر بشود. xyxy=(670,1264,855,1468)
page-title: مذاکرات مجلس شورای ملی xyxy=(323,46,569,70)
paragraph-text: ترغیب میکنند شما نمیتوانید خانه‌ای بسازید تقاضا را باید از شهرداری کرد و این خانه‌ها را آقایان حسابهایشان روشن است حتی در اینها دیدم کسانی هستند که در خانه هستند و تلفن را در آن تماس گرفتند اینها سه هزار تومان مال من تشخیص دادند و در حال حاضر آن را پیدا نکردند. xyxy=(472,261,658,423)
paragraph xyxy=(898,1094,1083,1200)
paragraph xyxy=(1296,882,1481,1030)
paragraph xyxy=(898,945,1083,1093)
paragraph-text: اینکه یاد بگیرند بسیار خوب است و اگر گل قیمتی خوب نیست وارد کنند ولی مقداری که بنده به عرض رساندم جلوگیری بشود تا کشاورزان ما گل خوب پرورش بدهند. xyxy=(1097,389,1282,487)
paragraph xyxy=(1097,1245,1282,1373)
paragraph xyxy=(1296,1287,1481,1414)
paragraph xyxy=(898,619,1083,663)
paragraph-text: کمیسیون دارائی لایحه ارسالی از xyxy=(922,1271,1083,1285)
paragraph xyxy=(77,622,262,644)
paragraph xyxy=(275,1025,460,1173)
paragraph-text: تمام افراد شریفند و در شرافت و حسن نیتشان در اینجا حرفی نداریم و لی آقایان شهرداری دارای یک صفات و یک خصائل باشند در تهران باید یک شهرداری داشته باشیم که هم مورد اعتماد مردم باشد و هم بتواند کارهای لازم را انجام دهد. xyxy=(77,219,262,359)
paragraph xyxy=(1495,87,1680,256)
speaker-name: معاون وزارت گمرکات xyxy=(1155,1247,1282,1263)
speaker-name: نایب رئیس xyxy=(1215,1202,1282,1218)
text-column xyxy=(1296,87,1481,2096)
paragraph-text: ملاحظه فرمودید که در ایران گل‌هائی هست که در هیچ جای دنیا نیست مثل گل سرخ و گل محمدی و این گلها را ما باید پرورش بدهیم و به خارج صادر کنیم نه اینکه از خارج گل وارد کنیم. xyxy=(1296,1419,1481,1517)
paragraph xyxy=(472,641,658,831)
paragraph-text: هستند که مشغول کار هستند ولی اگر این کار را انجام ندهیم گل فروشی‌ها ورشکست نمیشوند بلکه گل داخلی میفروشند و این مطلب را باید در نظر گرفت و با انصاف قضاوت کرد. xyxy=(1296,1889,1481,1987)
paragraph-text: آقایان گل فروشان که در این چند سال اخیر یک حق کسب و کار پیدا کرده‌اند اگر این حق را از آنها بگیریم متضرر میشوند ولی وقتی که ما گل داخلی را تقویت کنیم آنها میتوانند همین گلها را بفروشند و ضرری نخواهند کرد. xyxy=(1296,885,1481,1025)
paragraph-text: است که با این جمعیت انبوهی که در تهران جمع شده است از نظر اصول اولیه بهداشت و نظافت تنها کاری است که شهرداری باید بکند و صلاحیت قضیه اسفالت را که باید ولش کرد (مهندس هدایت - حل شده است) اسفالت خواهد شد مال ۶ سال دیگر است (خواهد شد) که فعلاً مورد نظر من نیست (پرسیده شد) آقای مهندس هدایت فرمودند ممنون میشوم ولی در این خصوص باید جوابی بدهند. xyxy=(670,91,855,337)
paragraph-text: هند میآورند اینجا شب زانوبه وباشب xyxy=(1305,2082,1481,2096)
paragraph xyxy=(898,194,1083,342)
paragraph-text: جناب آقای صدرزاده اینکه میفرمایند ما هیچ گونه اعتراضی نداریم ولی باید این اجازه را بدهید که گمرک با اصول صحیح عمل کند و کالاهائی که وارد مملکت میشود از لحاظ منافع مملکت بررسی گردد. xyxy=(1495,1733,1680,1852)
paragraph-text: بسیار تعجب است در جلساتی که در شهرداری تشکیل میشود راجع به این کارها مذاکره میشود ولی نتیجه‌ای گرفته نمیشود و بنده تقاضا میکنم که این مطالب را به جد تعقیب کنند و آقای شهردار هم نظر ما را در نظر بگیرند. xyxy=(275,1178,460,1319)
paragraph-text: - آقایان محترم تمام شما نمایندگان تمام ایران هستید (مهندس هدایت - آقای ذوالفقاری درداری و فرمودند که مشمول اسفالت هستند) متأسفانه وقتی اینجا صحبت میشود چون اکثریت نمایندگان ولایات است از تهران صحبت نمیکنم ولی در یک شهر بزرگ که پایتخت است و باید نمونه و سرمشق سایر شهرها باشد آقایان تهران همه چیز را دارند ولی از لحاظ بهداشت و اصول اولیه اقلیت زیادی هستیم. xyxy=(670,392,855,638)
continuation-mark: بهبهانی xyxy=(804,1623,855,1643)
paragraph xyxy=(275,87,460,235)
